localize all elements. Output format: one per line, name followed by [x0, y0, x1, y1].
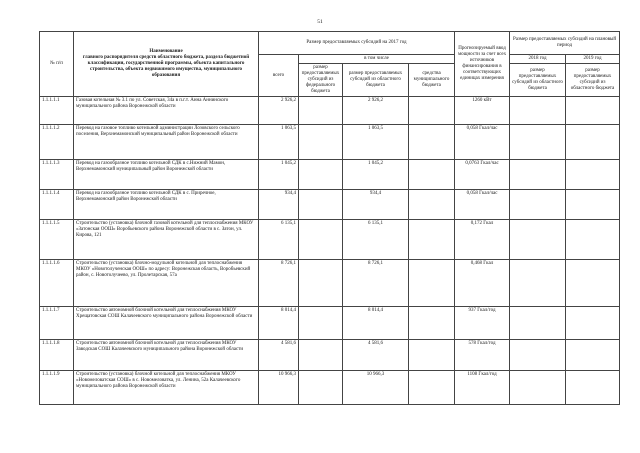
- header-name: [74, 32, 259, 97]
- header-2018-sub: размер предоставляемых субсидий из областного бюджета: [510, 64, 566, 97]
- header-name-body: главного распорядителя средств областного бюджета, раздела бюджетной классификации, государственной программы, объекта капитального строительства, объекта недвижимого имущества, муниципального образования: [82, 55, 250, 78]
- row-regional: 6 135,1: [343, 220, 409, 260]
- row-num: 1.1.1.1.4: [40, 190, 74, 220]
- row-federal: [299, 371, 343, 405]
- row-2018: [510, 190, 566, 220]
- row-total: 6 135,1: [259, 220, 299, 260]
- row-num: 1.1.1.1.9: [40, 371, 74, 405]
- row-regional: 1 063,5: [343, 125, 409, 160]
- row-municipal: [409, 307, 455, 340]
- row-federal: [299, 97, 343, 125]
- row-capacity: 578 Гкал/год: [455, 340, 510, 371]
- row-2019: [566, 340, 620, 371]
- row-num: 1.1.1.1.3: [40, 160, 74, 190]
- header-2019: 2019 год: [566, 55, 620, 64]
- row-2019: [566, 220, 620, 260]
- row-municipal: [409, 260, 455, 307]
- row-municipal: [409, 371, 455, 405]
- header-municipal: средства муниципального бюджета: [409, 64, 455, 97]
- row-municipal: [409, 125, 455, 160]
- row-2019: [566, 190, 620, 220]
- row-federal: [299, 307, 343, 340]
- row-name: Газовая котельная № 3.1 по ул. Советская, 34а в п.г.т. Анна Аннинского муниципального района Воронежской области: [74, 97, 259, 125]
- header-capacity: Прогнозируемый ввод мощности за счет всех источников финансирования в соответствующих единицах измерения: [455, 32, 510, 97]
- table-row: [40, 97, 620, 125]
- row-num: 1.1.1.1.6: [40, 260, 74, 307]
- header-total: всего: [259, 55, 299, 97]
- table-row: [40, 260, 620, 307]
- table-row: [40, 371, 620, 405]
- row-name: Строительство (установка) блочной газовой котельной для теплоснабжения МКОУ «Затонская ООШ» Воробьевского района Воронежской области в с. Затон, ул. Кирова, 121: [74, 220, 259, 260]
- row-name: Строительство автономной блочной котельной для теплоснабжения МКОУ Хрещатовская СОШ Калачеевского муниципального района Воронежской области: [74, 307, 259, 340]
- header-federal: размер предоставляемых субсидий из федерального бюджета: [299, 64, 343, 97]
- row-total: 8 014,4: [259, 307, 299, 340]
- row-2018: [510, 340, 566, 371]
- row-total: 934,4: [259, 190, 299, 220]
- table-row: [40, 340, 620, 371]
- row-federal: [299, 160, 343, 190]
- row-regional: 2 926,2: [343, 97, 409, 125]
- row-federal: [299, 220, 343, 260]
- header-2018: 2018 год: [510, 55, 566, 64]
- row-2019: [566, 97, 620, 125]
- header-name-title: Наименование: [149, 49, 183, 54]
- table-row: [40, 220, 620, 260]
- row-2018: [510, 160, 566, 190]
- row-total: 10 966,3: [259, 371, 299, 405]
- row-total: 2 926,2: [259, 97, 299, 125]
- row-name: Строительство (установка) блочно-модульной котельной для теплоснабжения МКОУ «Новотолученская ООШ» по адресу: Воронежская область, Воробьевский район, с. Новотолучеево, ул. Пролетарская, 57а: [74, 260, 259, 307]
- row-capacity: 0,468 Гкал: [455, 260, 510, 307]
- row-name: Перевод на газообразное топливо котельной СДК в с. Приречное, Верхнемамонский район Воронежской области: [74, 190, 259, 220]
- header-subsidy-2017: Размер предоставляемых субсидий на 2017 год: [259, 32, 455, 55]
- row-regional: 1 045,2: [343, 160, 409, 190]
- row-2019: [566, 260, 620, 307]
- row-total: 4 581,6: [259, 340, 299, 371]
- row-num: 1.1.1.1.8: [40, 340, 74, 371]
- row-regional: 8 014,4: [343, 307, 409, 340]
- table-row: [40, 160, 620, 190]
- row-2019: [566, 371, 620, 405]
- header-regional: размер предоставляемых субсидий из областного бюджета: [343, 64, 409, 97]
- row-capacity: 0,058 Гкал/час: [455, 190, 510, 220]
- row-regional: 934,4: [343, 190, 409, 220]
- row-name: Перевод на газовое топливо котельной администрации Лозовского сельского поселения, Верхнемамонский муниципальный район Воронежской области: [74, 125, 259, 160]
- row-name: Строительство автономной блочной котельной для теплоснабжения МКОУ Заводская СОШ Калачеевского муниципального района Воронежской области: [74, 340, 259, 371]
- header-2019-sub: размер предоставляемых субсидий из областного бюджета: [566, 64, 620, 97]
- row-capacity: 0,0763 Гкал/час: [455, 160, 510, 190]
- row-municipal: [409, 340, 455, 371]
- row-total: 8 726,1: [259, 260, 299, 307]
- row-federal: [299, 125, 343, 160]
- row-num: 1.1.1.1.1: [40, 97, 74, 125]
- row-municipal: [409, 97, 455, 125]
- row-2019: [566, 307, 620, 340]
- header-num: № п/п: [40, 32, 74, 97]
- subsidy-table: [39, 31, 620, 405]
- row-total: 1 045,2: [259, 160, 299, 190]
- row-2018: [510, 260, 566, 307]
- row-num: 1.1.1.1.2: [40, 125, 74, 160]
- row-municipal: [409, 220, 455, 260]
- table-row: [40, 190, 620, 220]
- header-planned: Размер предоставляемых субсидий на плановый период: [510, 32, 620, 55]
- row-num: 1.1.1.1.7: [40, 307, 74, 340]
- table-row: [40, 125, 620, 160]
- page-number: 51: [317, 19, 323, 25]
- row-2018: [510, 307, 566, 340]
- row-regional: 4 581,6: [343, 340, 409, 371]
- row-capacity: 937 Гкал/год: [455, 307, 510, 340]
- row-total: 1 063,5: [259, 125, 299, 160]
- row-regional: 8 726,1: [343, 260, 409, 307]
- row-municipal: [409, 160, 455, 190]
- header-including: в том числе: [299, 55, 455, 64]
- row-regional: 10 966,3: [343, 371, 409, 405]
- row-capacity: 0,172 Гкал: [455, 220, 510, 260]
- row-2018: [510, 220, 566, 260]
- row-municipal: [409, 190, 455, 220]
- row-2019: [566, 160, 620, 190]
- row-name: Перевод на газообразное топливо котельной СДК в с.Нижний Мамон, Верхнемамонский муниципальный район Воронежской области: [74, 160, 259, 190]
- row-capacity: 1260 кВт: [455, 97, 510, 125]
- table-row: [40, 307, 620, 340]
- row-2018: [510, 371, 566, 405]
- row-name: Строительство (установка) блочной котельной для теплоснабжения МКОУ «Новомеловатская СОШ» в с. Новомеловатка, ул. Ленина, 52а Калачеевского муниципального района Воронежской области: [74, 371, 259, 405]
- row-capacity: 1108 Гкал/год: [455, 371, 510, 405]
- row-federal: [299, 260, 343, 307]
- row-capacity: 0,058 Гкал/час: [455, 125, 510, 160]
- row-num: 1.1.1.1.5: [40, 220, 74, 260]
- row-2018: [510, 97, 566, 125]
- row-2018: [510, 125, 566, 160]
- row-federal: [299, 340, 343, 371]
- row-2019: [566, 125, 620, 160]
- row-federal: [299, 190, 343, 220]
